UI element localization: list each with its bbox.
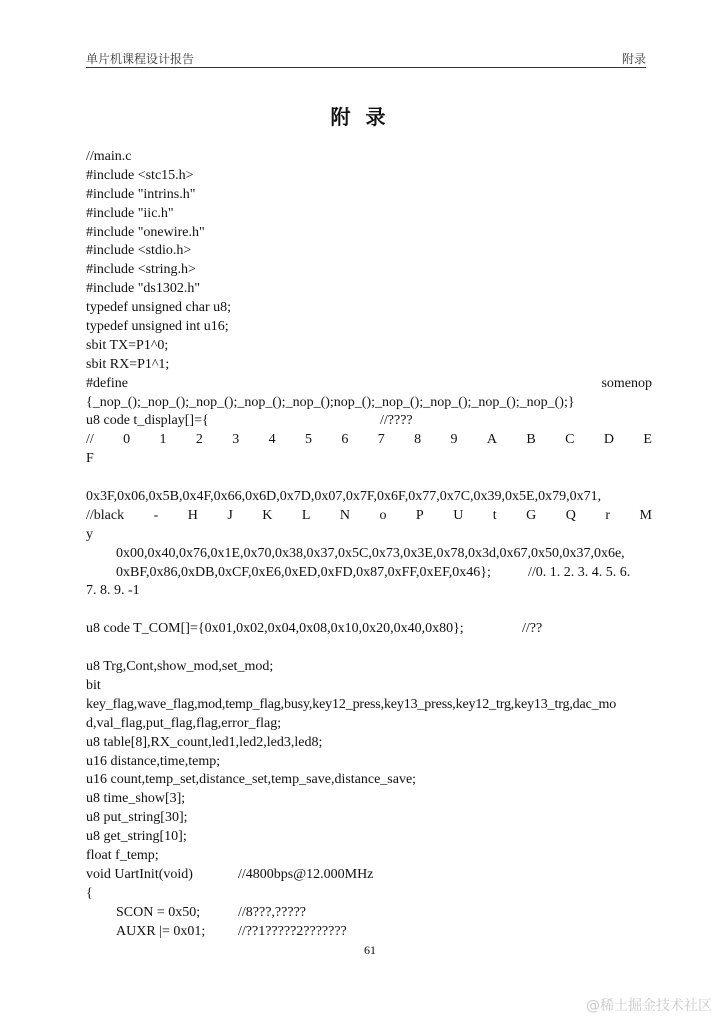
code-line: y xyxy=(86,526,93,542)
code-line: #include "ds1302.h" xyxy=(86,281,201,297)
code-line: u8 table[8],RX_count,led1,led2,led3,led8; xyxy=(86,734,323,750)
code-line xyxy=(86,620,652,639)
page-number: 61 xyxy=(364,943,376,957)
code-line: //main.c xyxy=(86,149,132,164)
code-token: B xyxy=(526,432,536,448)
code-token: 4 xyxy=(268,432,276,448)
code-line: u8 get_string[10]; xyxy=(86,829,187,845)
blank-line xyxy=(86,601,652,620)
page-header xyxy=(86,50,646,68)
header-right: 附录 xyxy=(621,52,646,66)
code-line: u8 Trg,Cont,show_mod,set_mod; xyxy=(86,659,274,675)
code-token: J xyxy=(227,507,233,523)
code-token: 0xBF,0x86,0xDB,0xCF,0xE6,0xED,0xFD,0x87,0xFF,0xEF,0x46}; xyxy=(116,564,491,580)
code-token: K xyxy=(262,507,273,523)
code-token: u8 code T_COM[]={0x01,0x02,0x04,0x08,0x10,0x20,0x40,0x80}; xyxy=(86,621,464,637)
code-token: u8 code t_display[]={ xyxy=(86,413,209,429)
code-token: 2 xyxy=(195,432,203,448)
code-token: 1 xyxy=(159,432,167,448)
code-token: D xyxy=(603,432,614,448)
blank-line xyxy=(86,469,652,488)
code-token: 9 xyxy=(450,432,458,448)
code-line: #include "intrins.h" xyxy=(86,186,196,202)
code-line: 0x00,0x40,0x76,0x1E,0x70,0x38,0x37,0x5C,0x73,0x3E,0x78,0x3d,0x67,0x50,0x37,0x6e, xyxy=(116,545,625,561)
code-token: P xyxy=(415,507,424,523)
code-line: 7. 8. 9. -1 xyxy=(86,583,140,599)
code-line: sbit RX=P1^1; xyxy=(86,356,170,372)
code-line: float f_temp; xyxy=(86,847,159,863)
code-token: // xyxy=(86,432,94,448)
code-line xyxy=(86,904,652,923)
code-line: d,val_flag,put_flag,flag,error_flag; xyxy=(86,715,282,731)
code-line: key_flag,wave_flag,mod,temp_flag,busy,key12_press,key13_press,key12_trg,key13_trg,dac_mo xyxy=(86,696,617,712)
code-line: typedef unsigned char u8; xyxy=(86,300,232,316)
code-token: G xyxy=(526,507,537,523)
code-line-letters xyxy=(86,507,652,526)
code-line: #include "onewire.h" xyxy=(86,224,205,240)
code-line: #include <string.h> xyxy=(86,262,196,278)
page-title: 附 录 xyxy=(330,105,390,129)
code-token: U xyxy=(453,507,464,523)
code-line xyxy=(86,866,652,885)
code-token: r xyxy=(605,507,610,523)
code-token: SCON = 0x50; xyxy=(116,904,201,920)
code-line xyxy=(86,412,652,431)
code-token: 7 xyxy=(377,432,385,448)
code-line xyxy=(86,923,652,942)
code-line: u16 count,temp_set,distance_set,temp_save,distance_save; xyxy=(86,772,417,788)
code-listing xyxy=(86,148,652,941)
code-comment: //8???,????? xyxy=(238,904,306,920)
code-token: 6 xyxy=(341,432,349,448)
code-token: void UartInit(void) xyxy=(86,866,193,882)
blank-line xyxy=(86,639,652,658)
code-token: M xyxy=(639,507,652,523)
code-token: N xyxy=(339,507,350,523)
code-comment: //0. 1. 2. 3. 4. 5. 6. xyxy=(528,564,631,580)
code-token: //black xyxy=(86,507,125,523)
code-comment: //???? xyxy=(380,413,413,429)
code-line: typedef unsigned int u16; xyxy=(86,319,229,335)
header-left: 单片机课程设计报告 xyxy=(86,52,195,66)
code-line: #include <stc15.h> xyxy=(86,167,194,183)
code-token: o xyxy=(379,507,387,523)
code-token: 8 xyxy=(414,432,422,448)
code-line: { xyxy=(86,885,93,901)
code-token: t xyxy=(492,507,497,523)
code-line-define xyxy=(86,375,652,394)
code-token: Q xyxy=(565,507,576,523)
code-line: u16 distance,time,temp; xyxy=(86,753,221,769)
code-line: {_nop_();_nop_();_nop_();_nop_();_nop_();nop_();_nop_();_nop_();_nop_();_nop_();} xyxy=(86,394,575,410)
code-line xyxy=(86,564,652,583)
code-line: F xyxy=(86,451,94,467)
code-token: 3 xyxy=(232,432,240,448)
code-line: #include "iic.h" xyxy=(86,205,174,221)
code-comment: //??1?????2??????? xyxy=(238,923,347,939)
code-line: #include <stdio.h> xyxy=(86,243,192,259)
code-comment: //4800bps@12.000MHz xyxy=(238,866,374,882)
code-line: 0x3F,0x06,0x5B,0x4F,0x66,0x6D,0x7D,0x07,0x7F,0x6F,0x77,0x7C,0x39,0x5E,0x79,0x71, xyxy=(86,489,602,505)
code-token: #define xyxy=(86,375,128,391)
code-comment: //?? xyxy=(522,621,543,637)
code-line: bit xyxy=(86,677,101,693)
code-line: u8 put_string[30]; xyxy=(86,810,188,826)
code-token: L xyxy=(301,507,311,523)
watermark: @稀土掘金技术社区 xyxy=(586,998,712,1014)
code-line: sbit TX=P1^0; xyxy=(86,337,169,353)
code-line-digits xyxy=(86,431,652,450)
code-token: somenop xyxy=(601,375,652,391)
code-token: 5 xyxy=(305,432,313,448)
code-token: AUXR |= 0x01; xyxy=(116,923,206,939)
code-line: u8 time_show[3]; xyxy=(86,791,186,807)
code-token: 0 xyxy=(123,432,131,448)
code-token: - xyxy=(153,507,159,523)
code-token: A xyxy=(486,432,498,448)
code-token: H xyxy=(187,507,198,523)
code-token: E xyxy=(643,432,652,448)
code-token: C xyxy=(565,432,575,448)
